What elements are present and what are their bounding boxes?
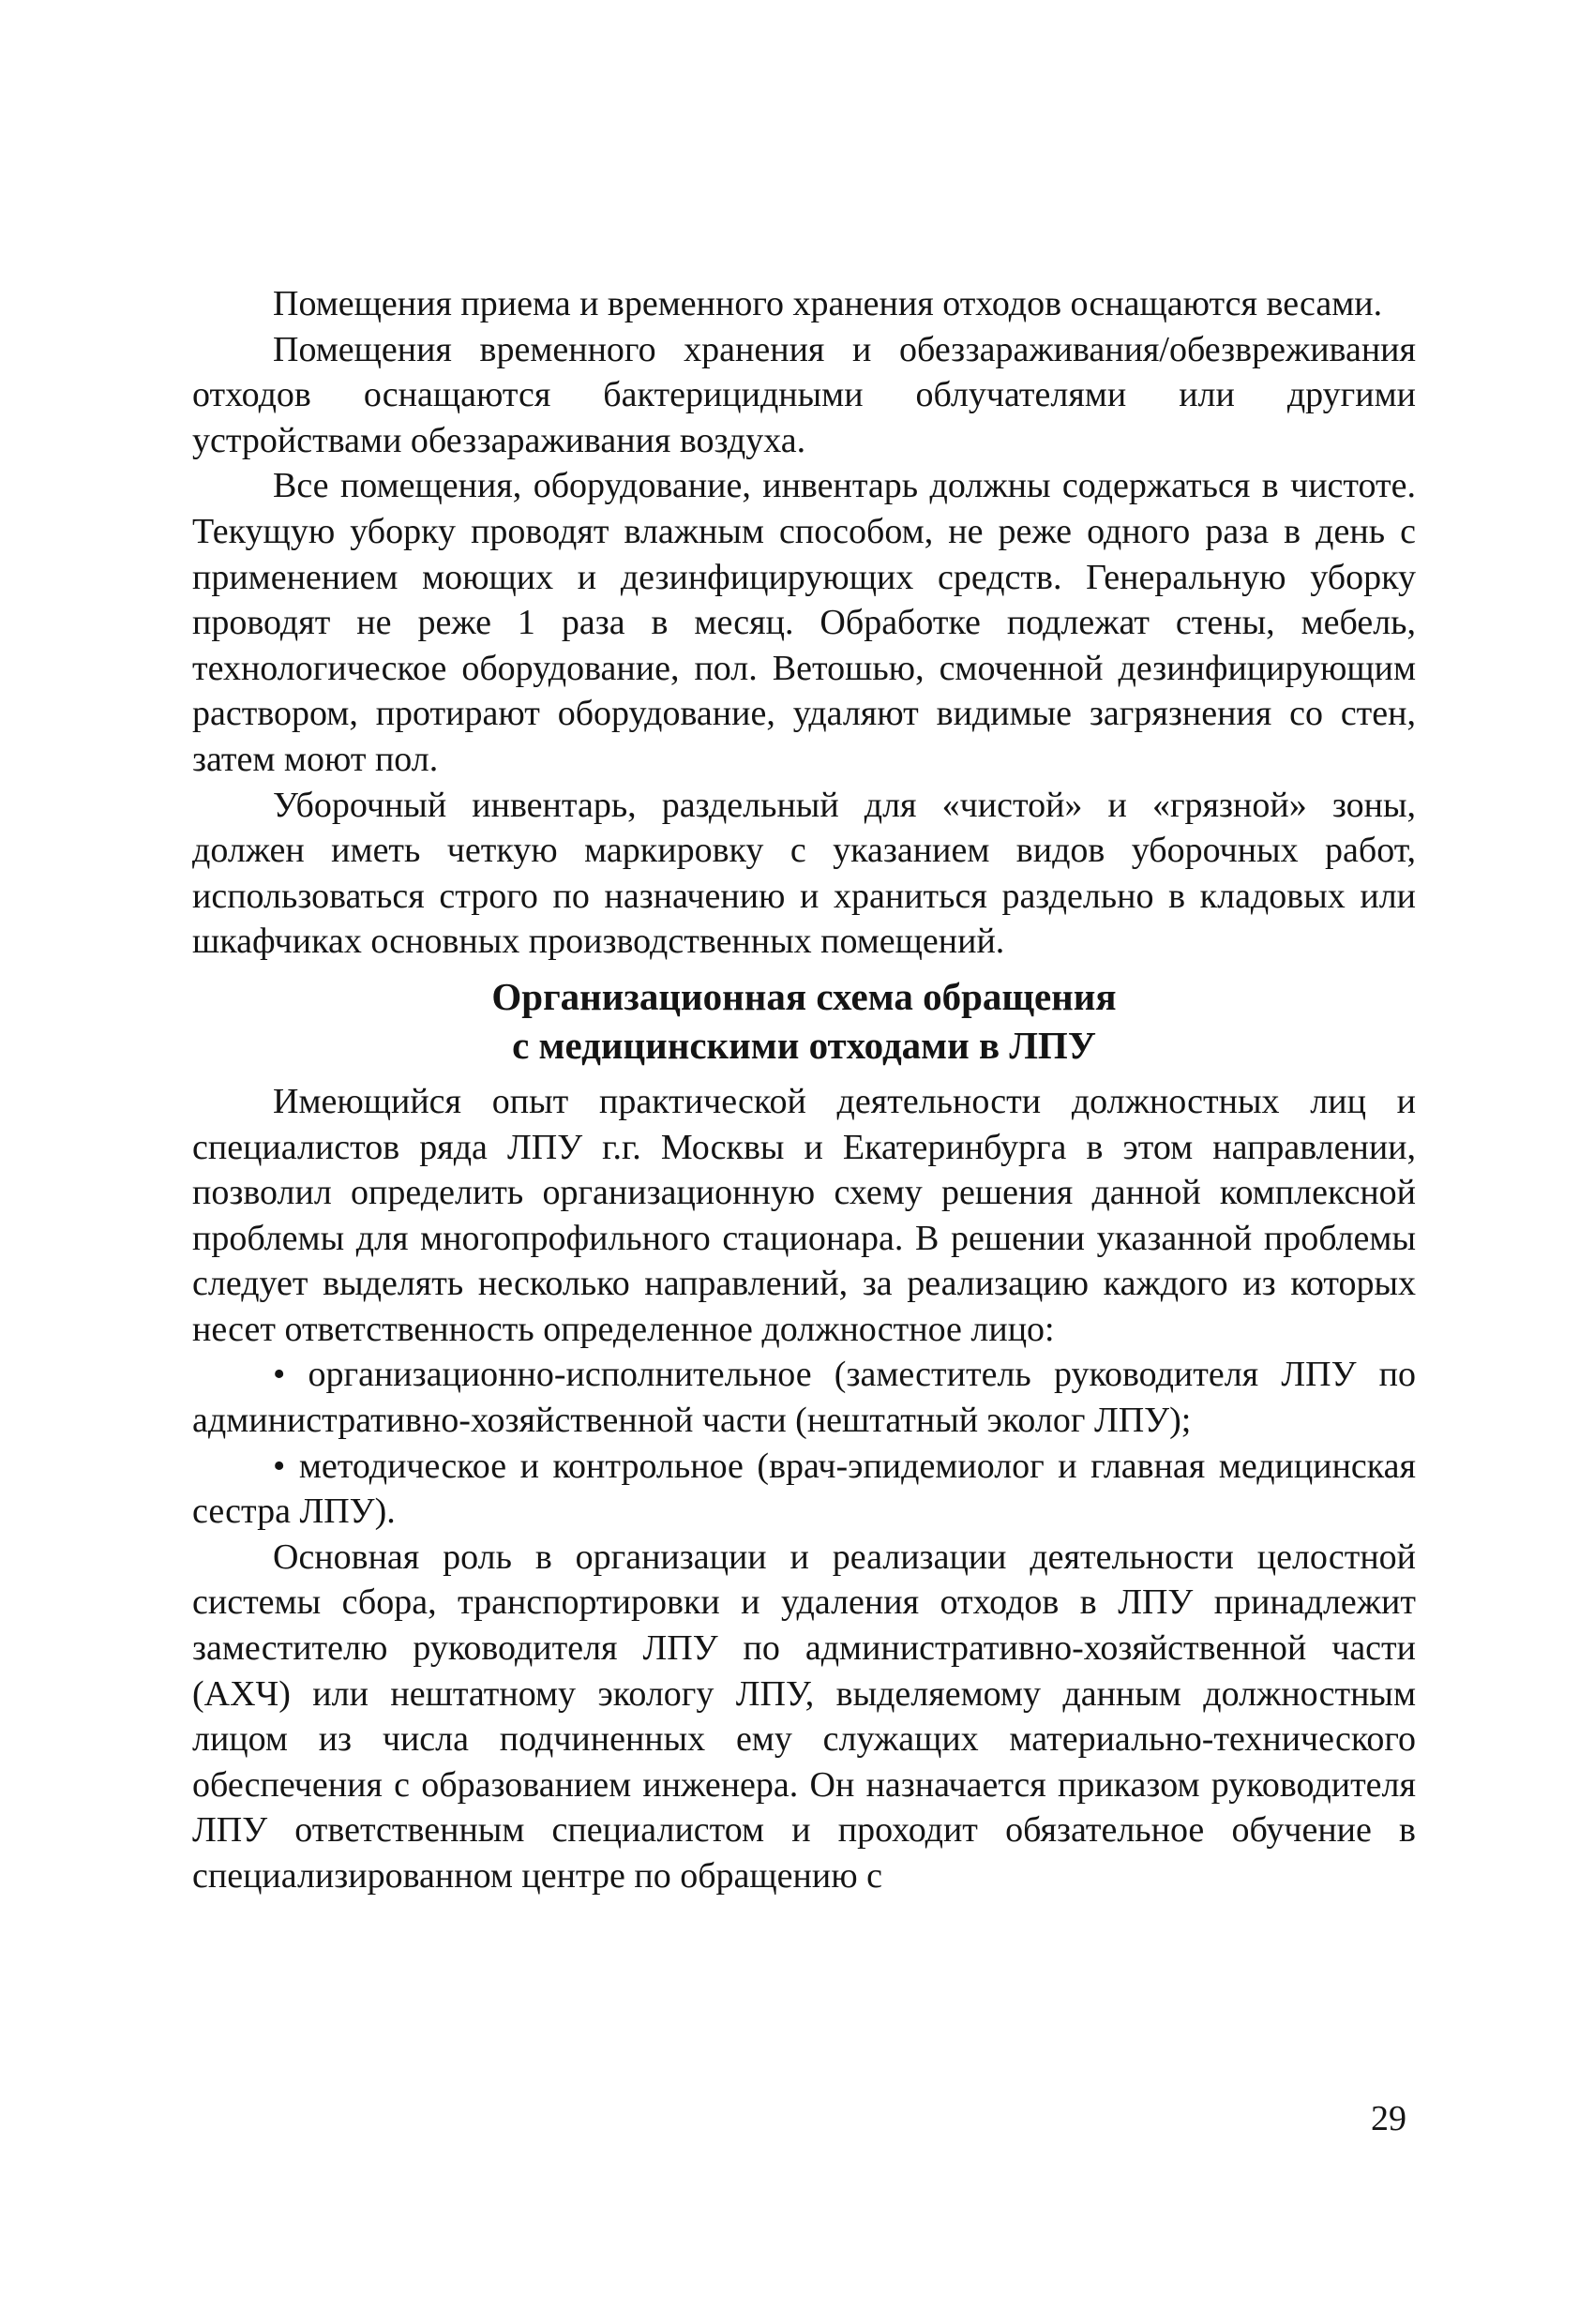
- section-heading: [192, 972, 1416, 1070]
- paragraph-cleaning: Все помещения, оборудование, инвентарь должны содержаться в чистоте. Текущую уборку проводят влажным способом, не реже одного раза в день с применением моющих и дезинфицирующих средств. Генеральную уборку проводят не реже 1 раза в месяц. Обработке подлежат стены, мебель, технологическое оборудование, пол. Ветошью, смоченной дезинфицирующим раствором, протирают оборудование, удаляют видимые загрязнения со стен, затем моют пол.: [192, 466, 1416, 779]
- bullet-item-methodical: • методическое и контрольное (врач-эпидемиолог и главная медицинская сестра ЛПУ).: [192, 1446, 1416, 1532]
- paragraph-experience: Имеющийся опыт практической деятельности должностных лиц и специалистов ряда ЛПУ г.г. Москвы и Екатеринбурга в этом направлении, позволил определить организационную схему решения данной комплексной проблемы для многопрофильного стационара. В решении указанной проблемы следует выделять несколько направлений, за реализацию каждого из которых несет ответственность определенное должностное лицо:: [192, 1081, 1416, 1349]
- paragraph-scales: Помещения приема и временного хранения отходов оснащаются весами.: [273, 284, 1383, 323]
- section-heading-line-2: с медицинскими отходами в ЛПУ: [512, 1023, 1096, 1067]
- section-heading-line-1: Организационная схема обращения: [491, 974, 1117, 1018]
- paragraph-cleaning-equipment: Уборочный инвентарь, раздельный для «чистой» и «грязной» зоны, должен иметь четкую маркировку с указанием видов уборочных работ, использоваться строго по назначению и храниться раздельно в кладовых или шкафчиках основных производственных помещений.: [192, 785, 1416, 962]
- page-number: 29: [1371, 2099, 1406, 2138]
- paragraph-disinfection-rooms: Помещения временного хранения и обеззараживания/обезвреживания отходов оснащаются бактерицидными облучателями или другими устройствами обеззараживания воздуха.: [192, 329, 1416, 460]
- bullet-item-organizational: • организационно-исполнительное (заместитель руководителя ЛПУ по административно-хозяйственной части (нештатный эколог ЛПУ);: [192, 1355, 1416, 1441]
- page-body: [192, 281, 1416, 1899]
- paragraph-main-role: Основная роль в организации и реализации деятельности целостной системы сбора, транспортировки и удаления отходов в ЛПУ принадлежит заместителю руководителя ЛПУ по административно-хозяйственной части (АХЧ) или нештатному экологу ЛПУ, выделяемому данным должностным лицом из числа подчиненных ему служащих материально-технического обеспечения с образованием инженера. Он назначается приказом руководителя ЛПУ ответственным специалистом и проходит обязательное обучение в специализированном центре по обращению с: [192, 1537, 1416, 1896]
